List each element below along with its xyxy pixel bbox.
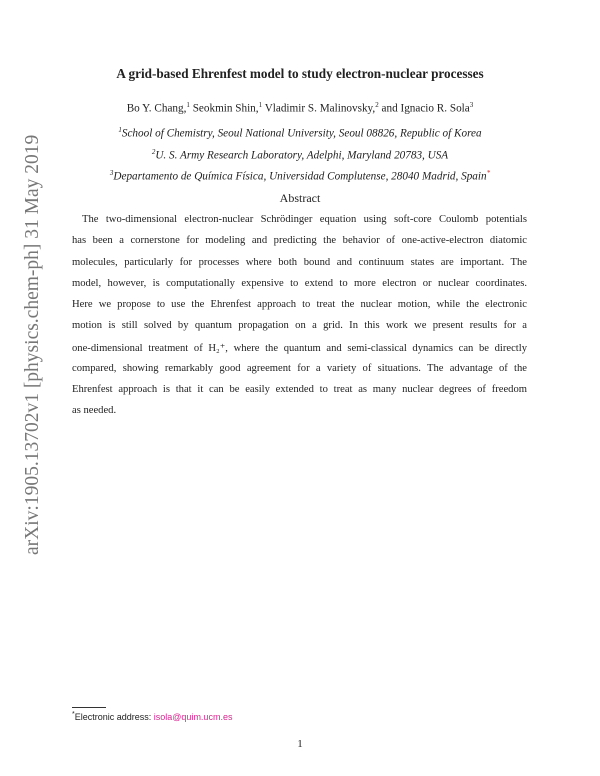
page-number: 1 — [297, 738, 303, 750]
aff-mark: 2 — [375, 101, 379, 109]
author-list — [0, 101, 600, 115]
aff-mark: 1 — [118, 126, 122, 134]
abstract-line: compared, showing remarkably good agreement for a variety of situations. The advantage of the — [72, 363, 527, 374]
aff-mark: 3 — [109, 169, 114, 177]
abstract-line: one-dimensional treatment of H₂⁺, where the quantum and semi-classical dynamics can be directly — [72, 343, 527, 354]
footnote-link[interactable]: * — [486, 169, 491, 177]
abstract-line: Ehrenfest approach is that it can be easily extended to treat as many nuclear degrees of freedom — [72, 384, 527, 395]
affiliation-text: School of Chemistry, Seoul National University, Seoul 08826, Republic of Korea — [121, 127, 482, 140]
abstract-line: model, however, is computationally expensive to extend to more electron or nuclear coordinates. — [72, 278, 527, 289]
affiliation — [0, 126, 600, 140]
affiliation — [0, 169, 600, 183]
affiliation-text: Departamento de Química Física, Universidad Complutense, 28040 Madrid, Spain — [113, 170, 487, 183]
aff-mark: 1 — [186, 101, 190, 109]
author: and Ignacio R. Sola — [381, 102, 470, 115]
affiliation-text: U. S. Army Research Laboratory, Adelphi, Maryland 20783, USA — [155, 149, 449, 162]
footnote-label: Electronic address: — [74, 712, 154, 722]
aff-mark: 2 — [151, 148, 156, 156]
footnote-rule — [72, 707, 106, 708]
footnote-mark: * — [72, 711, 75, 718]
abstract-line: The two-dimensional electron-nuclear Schrödinger equation using soft-core Coulomb potentials — [82, 214, 527, 225]
paper-title: A grid-based Ehrenfest model to study electron-nuclear processes — [116, 66, 484, 81]
abstract-line: has been a cornerstone for modeling and predicting the behavior of one-active-electron diatomic — [72, 235, 527, 246]
affiliation — [0, 148, 600, 162]
aff-mark: 3 — [469, 101, 474, 109]
abstract-line: as needed. — [72, 405, 117, 416]
abstract-line: molecules, particularly for processes where both bound and continuum states are important. The — [72, 257, 527, 268]
arxiv-stamp: arXiv:1905.13702v1 [physics.chem-ph] 31 May 2019 — [22, 134, 43, 555]
abstract-line: Here we propose to use the Ehrenfest approach to treat the nuclear motion, while the electronic — [72, 299, 527, 310]
email-link[interactable]: isola@quim.ucm.es — [153, 712, 233, 722]
aff-mark: 1 — [258, 101, 263, 109]
author: Vladimir S. Malinovsky, — [264, 102, 376, 115]
abstract-heading: Abstract — [279, 191, 321, 205]
abstract-line: motion is still solved by quantum propagation on a grid. In this work we present results for a — [72, 320, 527, 331]
author: Bo Y. Chang, — [126, 102, 187, 115]
footnote — [72, 711, 232, 722]
author: Seokmin Shin, — [192, 102, 259, 115]
